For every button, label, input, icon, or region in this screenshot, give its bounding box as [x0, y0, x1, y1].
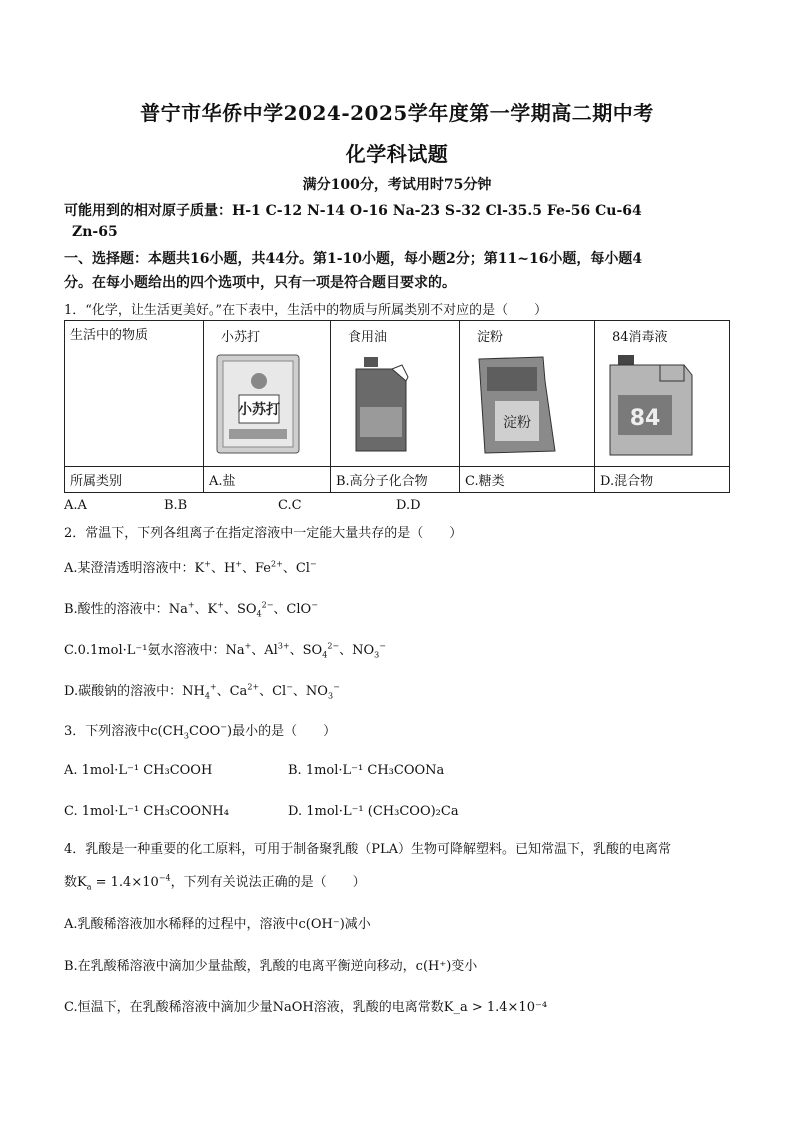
q1-row-header-category [65, 467, 204, 493]
q4-stem-line2 [64, 871, 366, 890]
q1-option-a: A.A [64, 498, 87, 513]
q3-option-c: C. 1mol·L⁻¹ CH₃COONH₄ [64, 804, 229, 819]
q4-option-a: A.乳酸稀溶液加水稀释的过程中，溶液中c(OH⁻)减小 [64, 917, 371, 932]
q4-stem-line2-prefix: 数K [64, 875, 87, 890]
disinfectant-logo-text: 84 [629, 406, 661, 431]
starch-bag-image [465, 351, 589, 463]
exam-info: 满分100分，考试用时75分钟 [302, 177, 492, 193]
q1-pic-label-c: 淀粉 [477, 330, 504, 345]
q2-option-b [64, 598, 318, 617]
q2-option-d-ions: $NH_4^+$、$Ca^{2+}$、Cl−、$NO_3^-$ [182, 682, 340, 701]
q2-option-a [64, 557, 317, 576]
q1-pic-label-a: 小苏打 [221, 330, 261, 345]
q1-table [64, 320, 730, 493]
q3-stem-formula: $c(CH_3COO^-)$ [150, 722, 233, 741]
baking-soda-package-image [209, 351, 325, 463]
q1-option-b: B.B [164, 498, 188, 513]
q1-category-b: B.高分子化合物 [331, 467, 460, 493]
q4-option-b: B.在乳酸稀溶液中滴加少量盐酸，乳酸的电离平衡逆向移动，c(H⁺)变小 [64, 959, 478, 974]
q3-option-d: D. 1mol·L⁻¹ (CH₃COO)₂Ca [288, 804, 459, 819]
q2-stem: 2．常温下，下列各组离子在指定溶液中一定能大量共存的是（ ） [64, 526, 463, 541]
q1-category-a: A.盐 [204, 467, 331, 493]
disinfectant-jug-image [600, 351, 724, 463]
q1-row-header-substance [65, 321, 204, 467]
q2-option-b-ions: Na+、K+、$SO_4^{2-}$、ClO− [168, 600, 318, 619]
q1-option-d: D.D [396, 498, 421, 513]
q1-cell-cooking-oil [331, 321, 460, 467]
q3-stem-suffix: 最小的是（ ） [232, 724, 337, 739]
q1-cell-starch [460, 321, 595, 467]
q4-option-c: C.恒温下，在乳酸稀溶液中滴加少量NaOH溶液，乳酸的电离常数K_a > 1.4×10⁻⁴ [64, 1000, 548, 1015]
q4-stem-line2-suffix: ，下列有关说法正确的是（ ） [170, 875, 366, 890]
q2-option-d-prefix: D.碳酸钠的溶液中： [64, 684, 183, 699]
q1-stem: 1．“化学，让生活更美好。”在下表中，生活中的物质与所属类别不对应的是（ ） [64, 303, 548, 318]
q1-cell-baking-soda [204, 321, 331, 467]
cooking-oil-bottle-image [336, 351, 454, 463]
q2-option-c-ions: Na+、$Al^{3+}$、$SO_4^{2-}$、$NO_3^-$ [225, 641, 386, 660]
q2-option-c [64, 639, 386, 658]
q1-option-c: C.C [278, 498, 302, 513]
page-subtitle: 化学科试题 [345, 142, 449, 166]
q4-stem-line1: 4．乳酸是一种重要的化工原料，可用于制备聚乳酸（PLA）生物可降解塑料。已知常温下，乳酸的电离常 [64, 842, 672, 857]
starch-bag-text: 淀粉 [503, 415, 531, 431]
q1-row2-header-text: 所属类别 [70, 474, 123, 489]
q3-option-b: B. 1mol·L⁻¹ CH₃COONa [288, 763, 445, 778]
q2-option-a-ions: K+、H+、$Fe^{2+}$、Cl− [194, 559, 317, 576]
atomic-masses-line1: 可能用到的相对原子质量：H-1 C-12 N-14 O-16 Na-23 S-32 Cl-35.5 Fe-56 Cu-64 [64, 203, 642, 219]
q2-option-b-prefix: B.酸性的溶液中： [64, 602, 169, 617]
q1-pic-label-d: 84消毒液 [612, 330, 668, 345]
q3-stem-prefix: 3．下列溶液中 [64, 724, 151, 739]
q1-row1-header-text: 生活中的物质 [70, 328, 149, 343]
q2-option-d [64, 680, 340, 699]
q1-cell-disinfectant [595, 321, 730, 467]
q1-category-d: D.混合物 [595, 467, 730, 493]
q2-option-a-prefix: A.某澄清透明溶液中： [64, 561, 195, 576]
q2-option-c-prefix: C.0.1mol·L⁻¹氨水溶液中： [64, 643, 226, 658]
q3-option-a: A. 1mol·L⁻¹ CH₃COOH [64, 763, 213, 778]
q1-category-c: C.糖类 [460, 467, 595, 493]
atomic-masses-line2: Zn-65 [72, 224, 118, 240]
baking-soda-logo-text: 小苏打 [238, 402, 280, 418]
q1-pic-label-b: 食用油 [348, 330, 388, 345]
section-heading-line2: 分。在每小题给出的四个选项中，只有一项是符合题目要求的。 [64, 275, 456, 291]
q4-ka-formula: $_a = 1.4\times 10^{-4}$ [86, 873, 171, 892]
q3-stem [64, 720, 336, 739]
section-heading-line1: 一、选择题：本题共16小题，共44分。第1-10小题，每小题2分；第11~16小题，每小题4 [64, 251, 643, 267]
page-title: 普宁市华侨中学2024-2025学年度第一学期高二期中考 [140, 101, 654, 125]
